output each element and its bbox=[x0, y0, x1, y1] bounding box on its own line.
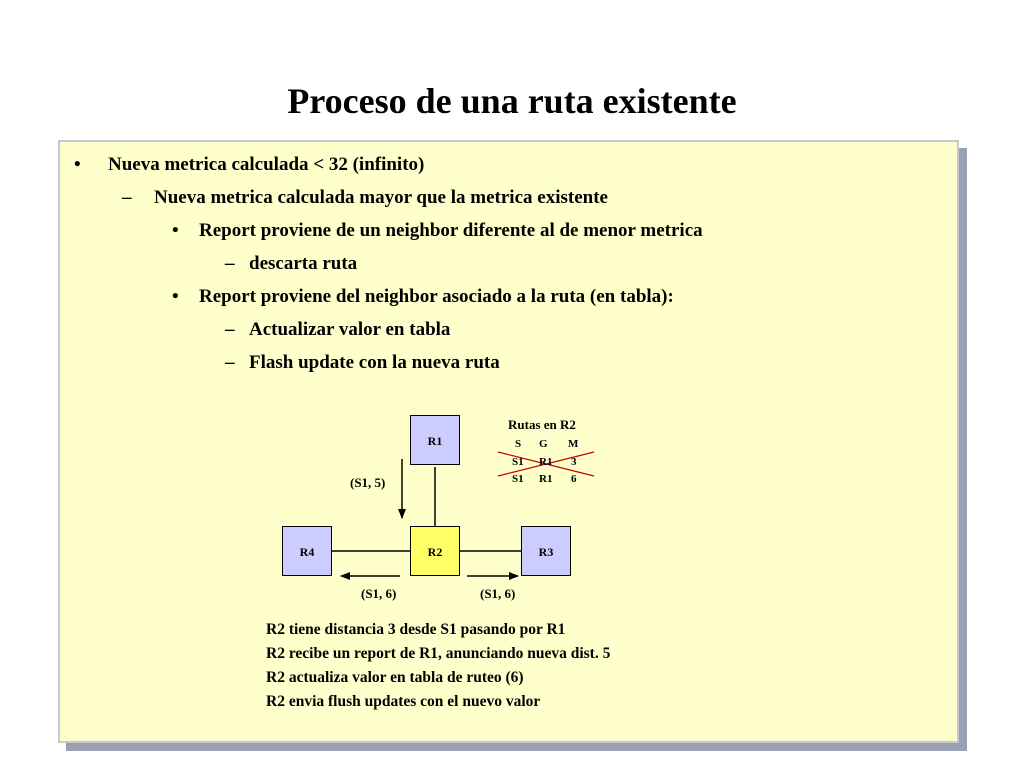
dash-marker: – bbox=[225, 352, 235, 373]
table-header: M bbox=[568, 438, 579, 450]
explanation-line: R2 actualiza valor en tabla de ruteo (6) bbox=[266, 669, 524, 686]
bullet-marker: • bbox=[172, 220, 179, 241]
bullet-marker: • bbox=[74, 154, 81, 175]
router-r1: R1 bbox=[410, 415, 460, 465]
table-cell-old: R1 bbox=[539, 456, 553, 468]
dash-marker: – bbox=[225, 319, 235, 340]
bullet-level3: Report proviene de un neighbor diferente al de menor metrica bbox=[199, 220, 703, 241]
routing-table-title: Rutas en R2 bbox=[508, 417, 576, 432]
dash-marker: – bbox=[225, 253, 235, 274]
bullet-level2: Nueva metrica calculada mayor que la metrica existente bbox=[154, 187, 608, 208]
table-cell-new: 6 bbox=[571, 473, 577, 485]
message-label-to-r4: (S1, 6) bbox=[361, 586, 397, 601]
explanation-line: R2 envia flush updates con el nuevo valor bbox=[266, 693, 541, 710]
dash-marker: – bbox=[122, 187, 132, 208]
bullet-marker: • bbox=[172, 286, 179, 307]
bullet-level1: Nueva metrica calculada < 32 (infinito) bbox=[108, 154, 425, 175]
router-r4: R4 bbox=[282, 526, 332, 576]
explanation-line: R2 recibe un report de R1, anunciando nueva dist. 5 bbox=[266, 645, 611, 662]
bullet-level4: descarta ruta bbox=[249, 253, 358, 274]
table-cell-new: S1 bbox=[512, 473, 524, 485]
table-header: S bbox=[515, 438, 522, 450]
table-cell-old: 3 bbox=[571, 456, 577, 468]
table-header: G bbox=[539, 438, 548, 450]
bullet-level3: Report proviene del neighbor asociado a la ruta (en tabla): bbox=[199, 286, 674, 307]
message-label-to-r3: (S1, 6) bbox=[480, 586, 516, 601]
message-label-from-r1: (S1, 5) bbox=[350, 475, 386, 490]
explanation-line: R2 tiene distancia 3 desde S1 pasando por R1 bbox=[266, 621, 566, 638]
table-cell-old: S1 bbox=[512, 456, 524, 468]
router-r3: R3 bbox=[521, 526, 571, 576]
table-cell-new: R1 bbox=[539, 473, 553, 485]
router-r2: R2 bbox=[410, 526, 460, 576]
bullet-level4: Actualizar valor en tabla bbox=[249, 319, 451, 340]
bullet-level4: Flash update con la nueva ruta bbox=[249, 352, 500, 373]
slide-title: Proceso de una ruta existente bbox=[287, 81, 737, 121]
